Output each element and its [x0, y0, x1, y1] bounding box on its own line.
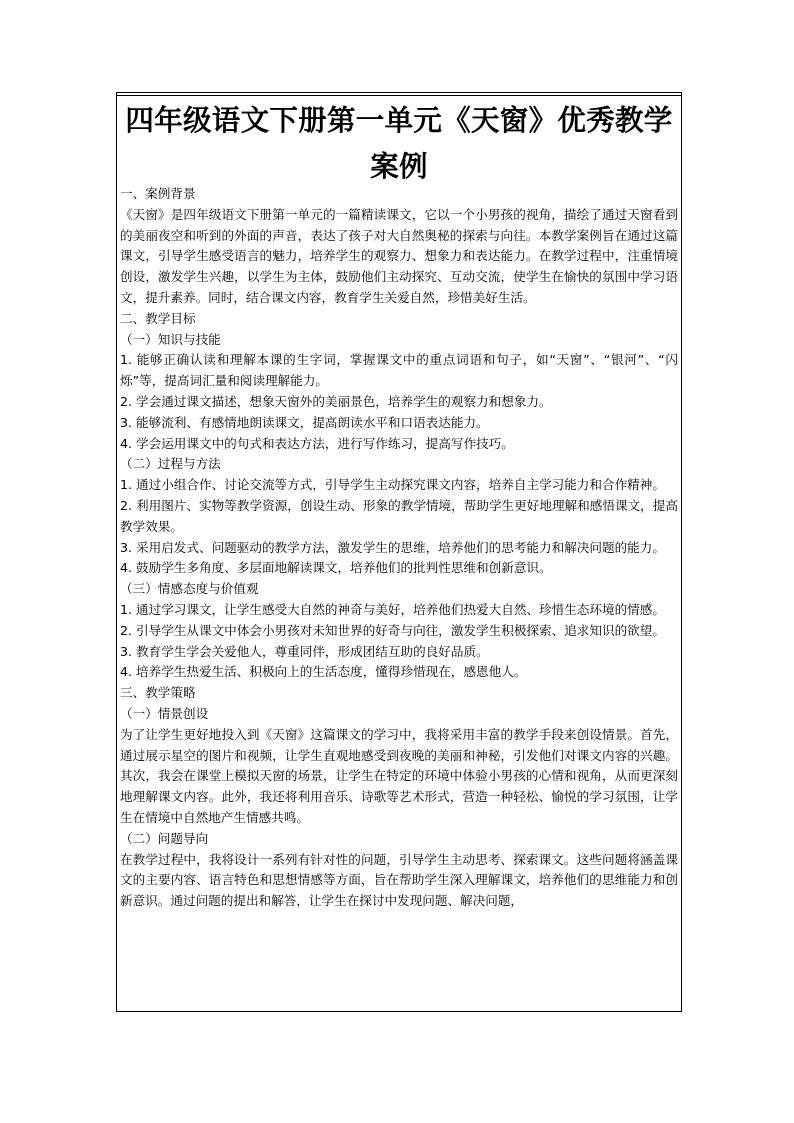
list-item: 3. 能够流利、有感情地朗读课文，提高朗读水平和口语表达能力。	[120, 414, 489, 430]
list-item: 4. 培养学生热爱生活、积极向上的生活态度，懂得珍惜现在，感恩他人。	[120, 664, 527, 680]
list-item: 4. 学会运用课文中的句式和表达方法，进行写作练习，提高写作技巧。	[120, 435, 514, 451]
frame-inner-rule	[117, 95, 681, 96]
paragraph: 为了让学生更好地投入到《天窗》这篇课文的学习中，我将采用丰富的教学手段来创设情景。首先，通过展示星空的图片和视频，让学生直观地感受到夜晚的美丽和神秘，引发他们对课文内容的兴趣。其次，我会在课堂上模拟天窗的场景，让学生在特定的环境中体验小男孩的心情和视角，从而更深刻地理解课文内容。此外，我还将利用音乐、诗歌等艺术形式，营造一种轻松、愉悦的学习氛围，让学生在情境中自然地产生情感共鸣。	[120, 726, 678, 825]
subsection-heading: （二）过程与方法	[120, 456, 221, 472]
section-heading: 二、教学目标	[120, 310, 196, 326]
subsection-heading: （一）情景创设	[120, 705, 209, 721]
list-item: 3. 教育学生学会关爱他人，尊重同伴，形成团结互助的良好品质。	[120, 643, 489, 659]
paragraph: 在教学过程中，我将设计一系列有针对性的问题，引导学生主动思考、探索课文。这些问题将涵盖课文的主要内容、语言特色和思想情感等方面，旨在帮助学生深入理解课文，培养他们的思维能力和创新意识。通过问题的提出和解答，让学生在探讨中发现问题、解决问题，	[120, 851, 678, 909]
subsection-heading: （一）知识与技能	[120, 331, 221, 347]
section-heading: 三、教学策略	[120, 685, 196, 701]
list-item: 2. 利用图片、实物等教学资源，创设生动、形象的教学情境，帮助学生更好地理解和感悟课文，提高教学效果。	[120, 497, 678, 534]
list-item: 1. 通过学习课文，让学生感受大自然的神奇与美好，培养他们热爱大自然、珍惜生态环境的情感。	[120, 601, 665, 617]
subsection-heading: （二）问题导向	[120, 830, 209, 846]
list-item: 3. 采用启发式、问题驱动的教学方法，激发学生的思维，培养他们的思考能力和解决问题的能力。	[120, 539, 665, 555]
list-item: 4. 鼓励学生多角度、多层面地解读课文，培养他们的批判性思维和创新意识。	[120, 560, 552, 576]
document-title: 四年级语文下册第一单元《天窗》优秀教学案例	[125, 103, 673, 183]
document-body	[120, 184, 678, 912]
paragraph: 《天窗》是四年级语文下册第一单元的一篇精读课文，它以一个小男孩的视角，描绘了通过天窗看到的美丽夜空和听到的外面的声音，表达了孩子对大自然奥秘的探索与向往。本教学案例旨在通过这篇课文，引导学生感受语言的魅力，培养学生的观察力、想象力和表达能力。在教学过程中，注重情境创设，激发学生兴趣，以学生为主体，鼓励他们主动探究、互动交流，使学生在愉快的氛围中学习语文，提升素养。同时，结合课文内容，教育学生关爱自然，珍惜美好生活。	[120, 206, 678, 305]
section-heading: 一、案例背景	[120, 186, 196, 201]
document-frame	[116, 92, 682, 1012]
list-item: 1. 能够正确认读和理解本课的生字词，掌握课文中的重点词语和句子，如“天窗”、“银河”、“闪烁”等，提高词汇量和阅读理解能力。	[120, 352, 678, 389]
list-item: 1. 通过小组合作、讨论交流等方式，引导学生主动探究课文内容，培养自主学习能力和合作精神。	[120, 477, 665, 493]
list-item: 2. 引导学生从课文中体会小男孩对未知世界的好奇与向往，激发学生积极探索、追求知识的欲望。	[120, 622, 665, 638]
list-item: 2. 学会通过课文描述，想象天窗外的美丽景色，培养学生的观察力和想象力。	[120, 393, 552, 409]
subsection-heading: （三）情感态度与价值观	[120, 581, 259, 597]
